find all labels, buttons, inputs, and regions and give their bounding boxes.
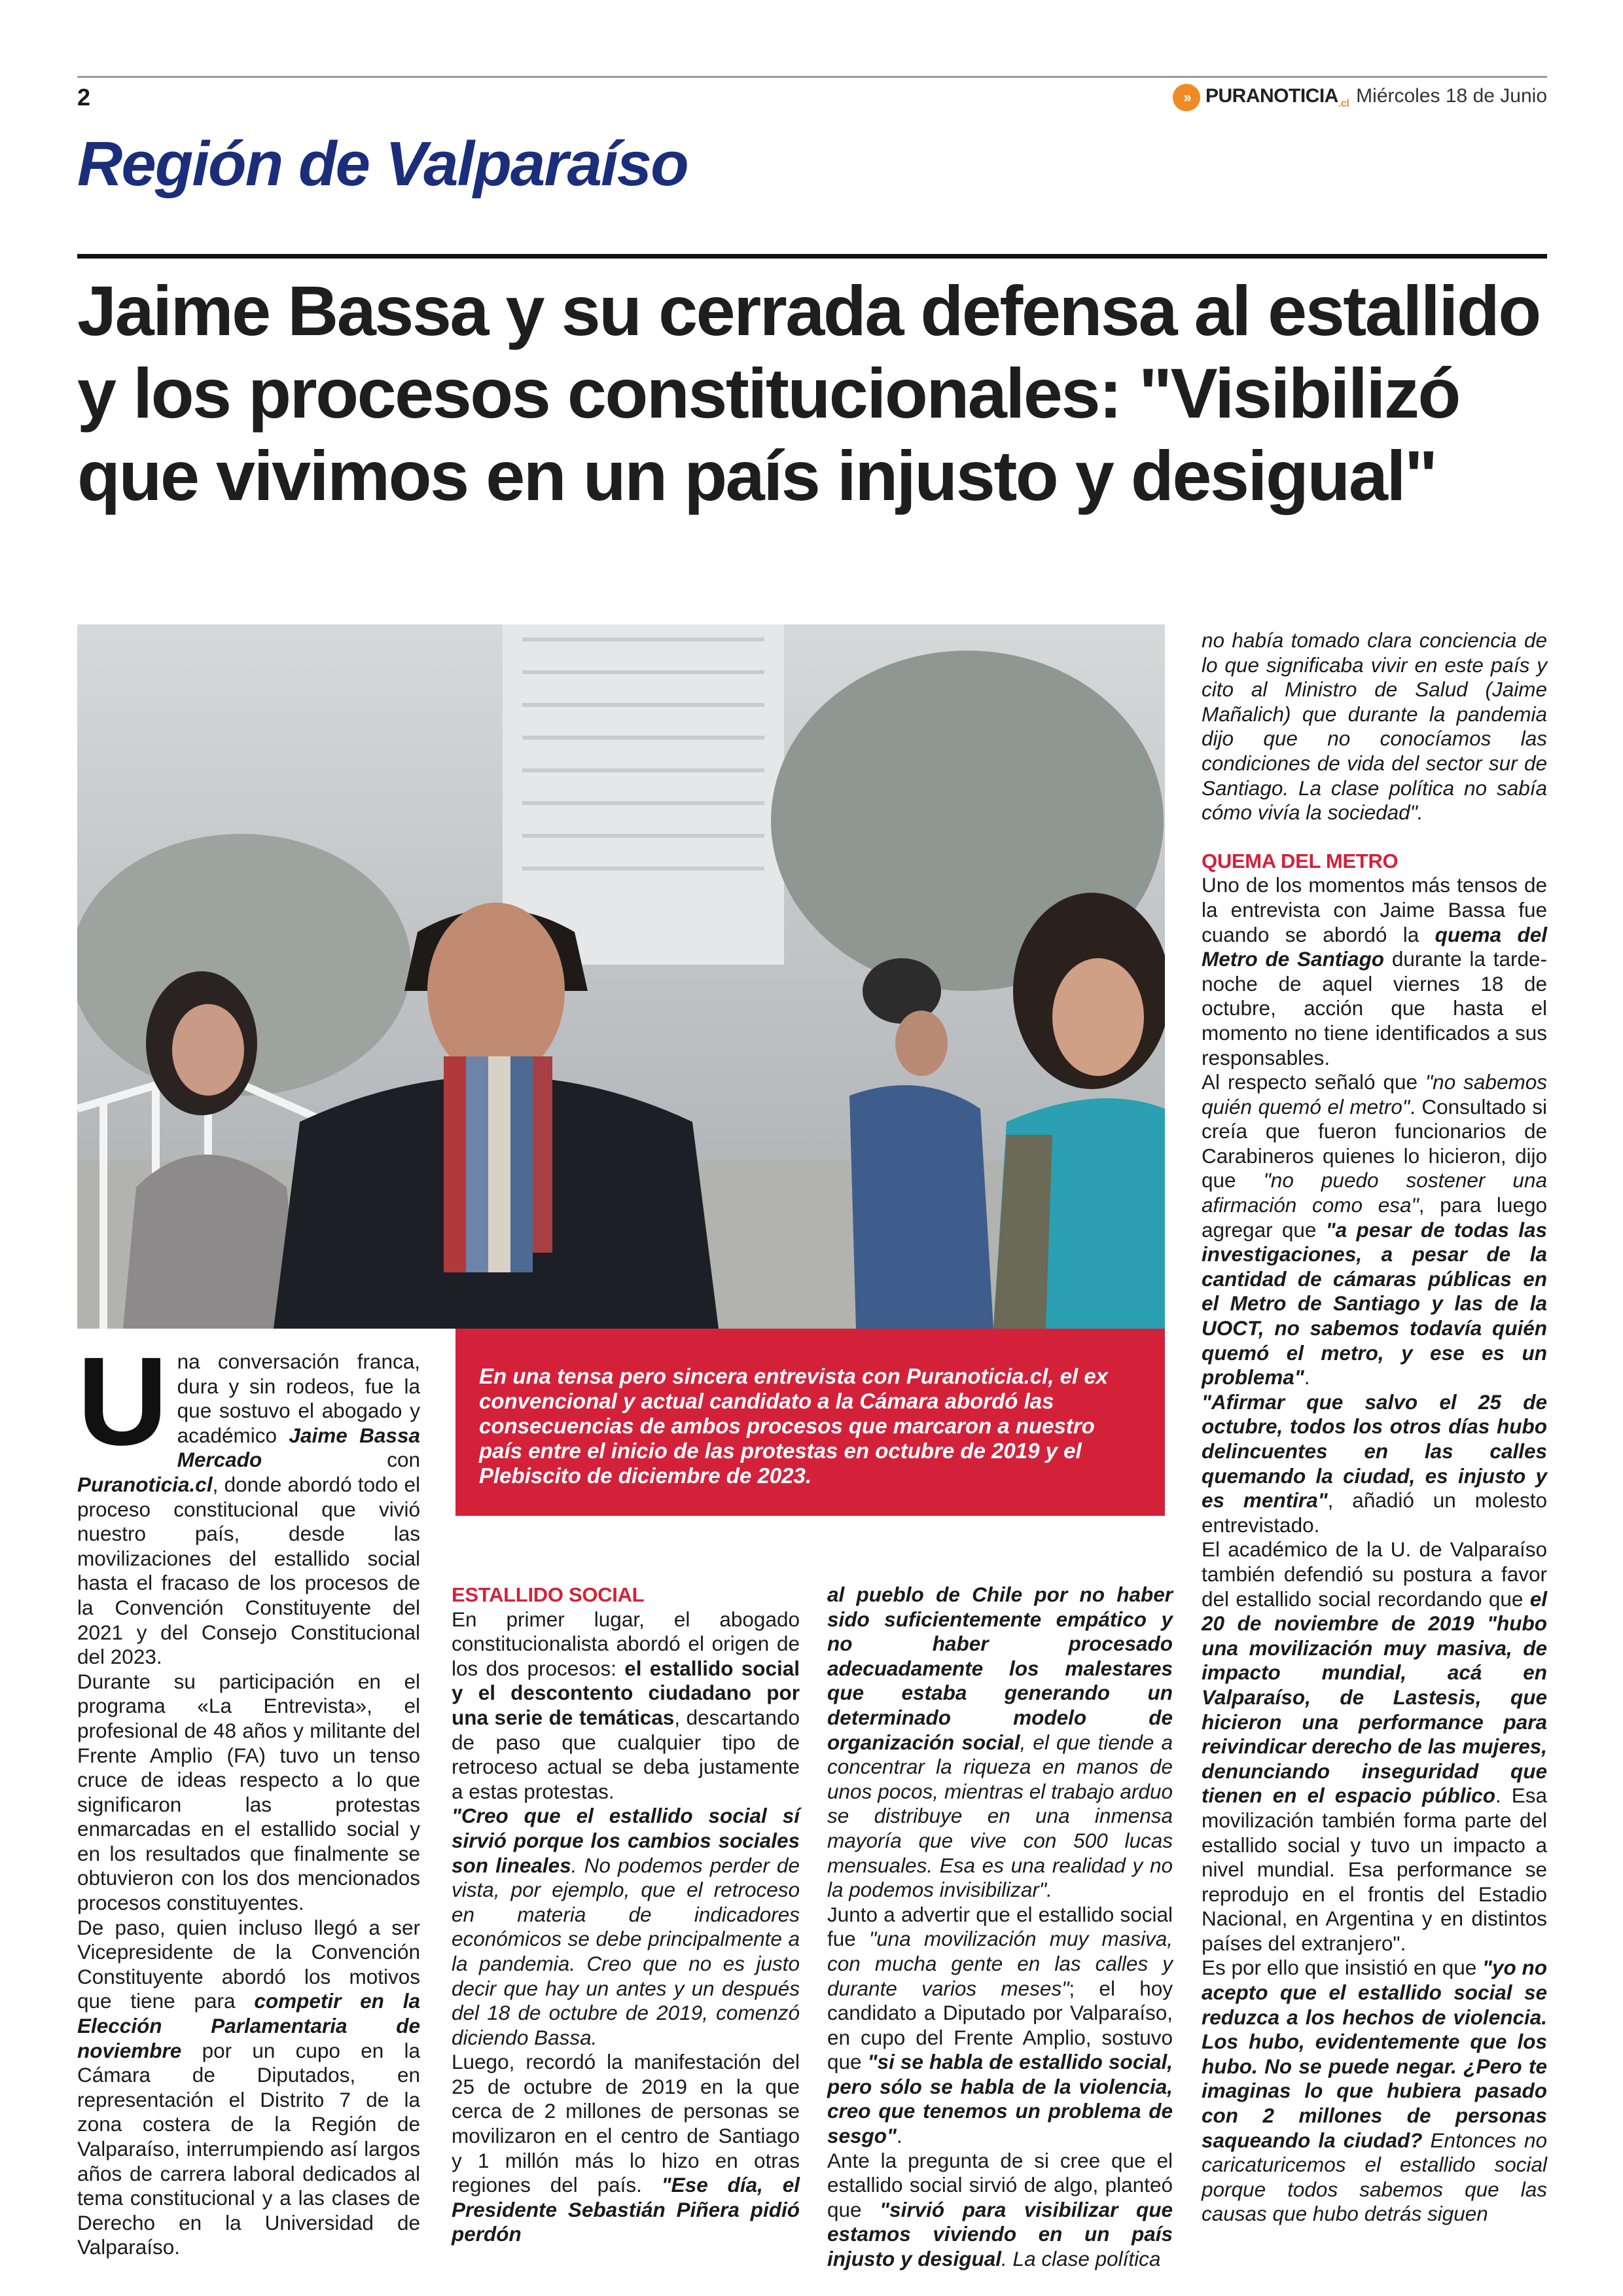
article-column-2 [452,1583,800,2247]
photo-caption-box [455,1329,1165,1516]
article-photo [77,624,1165,1329]
article-column-3 [827,1583,1173,2272]
paragraph: Es por ello que insistió en que "yo no acepto que el estallido social se reduzca a los hechos de violencia. Los hubo, evidentemente que los hubo. No se puede negar. ¿Pero te imaginas lo que hubiera pasado con 2 millones de personas saqueando la ciudad? Entonces no caricaturicemos el estallido social porque todos sabemos que las causas que hubo detrás siguen [1202,1956,1547,2226]
paragraph: Ante la pregunta de si cree que el estallido social sirvió de algo, planteó que "sirvió para visibilizar que estamos viviendo en un país injusto y desigual. La clase política [827,2148,1173,2271]
dropcap: U [77,1331,168,1471]
photo-illustration [77,624,1165,1329]
page-number: 2 [77,84,91,111]
photo-caption: En una tensa pero sincera entrevista con Puranoticia.cl, el ex convencional y actual candidato a la Cámara abordó las consecuencias de ambos procesos que marcaron a nuestro país entre el inicio de las protestas en octubre de 2019 y el Plebiscito de diciembre de 2023. [479,1364,1109,1488]
article-column-1 [77,1331,420,2260]
brand-name: $PURANOTICIA_{.cl}$ [1205,85,1349,109]
paragraph: Junto a advertir que el estallido social fue "una movilización muy masiva, con mucha gente en las calles y durante varios meses"; el hoy candidato a Diputado por Valparaíso, en cupo del Frente Amplio, sostuvo que "si se habla de estallido social, pero sólo se habla de la violencia, creo que tenemos un problema de sesgo". [827,1902,1173,2148]
section-title: Región de Valparaíso [77,129,688,199]
paragraph: al pueblo de Chile por no haber sido suficientemente empático y no haber procesado adecuadamente los malestares que estaba generando un determinado modelo de organización social, el que tiende a concentrar la riqueza en manos de unos pocos, mientras el trabajo arduo se distribuye en una inmensa mayoría que vive con 500 lucas mensuales. Esa es una realidad y no la podemos invisibilizar". [827,1583,1173,1902]
paragraph: "Creo que el estallido social sí sirvió porque los cambios sociales son lineales. No podemos perder de vista, por ejemplo, que el retroceso en materia de indicadores económicos se debe principalmente a la pandemia. Creo que no es justo decir que hay un antes y un después del 18 de octubre de 2019, comenzó diciendo Bassa. [452,1804,800,2049]
brand-logo[interactable] [1173,84,1349,111]
headline-rule [77,254,1547,259]
paragraph: Uno de los momentos más tensos de la entrevista con Jaime Bassa fue cuando se abordó la quema del Metro de Santiago durante la tarde-noche de aquel viernes 18 de octubre, acción que hasta el momento no tiene identificados a sus responsables. [1202,873,1547,1069]
paragraph: no había tomado clara conciencia de lo que significaba vivir en este país y cito al Ministro de Salud (Jaime Mañalich) que durante la pandemia dijo que no conocíamos las condiciones de vida del sector sur de Santiago. La clase política no sabía cómo vivía la sociedad". [1202,628,1547,825]
subhead-quema-metro: QUEMA DEL METRO [1202,849,1399,872]
spacer [1202,825,1547,849]
paragraph: El académico de la U. de Valparaíso también defendió su postura a favor del estallido social recordando que el 20 de noviembre de 2019 "hubo una movilización muy masiva, de impacto mundial, acá en Valparaíso, de Lastesis, que hicieron una performance para reivindicar derecho de las mujeres, denunciando inseguridad que tienen en el espacio público. Esa movilización también forma parte del estallido social y tuvo un impacto a nivel mundial. Esa performance se reprodujo en el frontis del Estadio Nacional, en Argentina y en distintos países del extranjero". [1202,1537,1547,1955]
article-column-4 [1202,628,1547,2227]
paragraph: De paso, quien incluso llegó a ser Vicepresidente de la Convención Constituyente abordó los motivos que tiene para competir en la Elección Parlamentaria de noviembre por un cupo en la Cámara de Diputados, en representación el Distrito 7 de la zona costera de la Región de Valparaíso, interrumpiendo así largos años de carrera laboral dedicados al tema constitucional y a las clases de Derecho en la Universidad de Valparaíso. [77,1915,420,2259]
paragraph: En primer lugar, el abogado constitucionalista abordó el origen de los dos procesos: el estallido social y el descontento ciudadano por una serie de temáticas, descartando de paso que cualquier tipo de retroceso actual se deba justamente a estas protestas. [452,1607,800,1803]
paragraph: Al respecto señaló que "no sabemos quién quemó el metro". Consultado si creía que fueron funcionarios de Carabineros quienes lo hicieron, dijo que "no puedo sostener una afirmación como esa", para luego agregar que "a pesar de todas las investigaciones, a pesar de la cantidad de cámaras públicas en el Metro de Santiago y las de la UOCT, no sabemos todavía quién quemó el metro, y ese es un problema". [1202,1070,1547,1390]
subhead-estallido: ESTALLIDO SOCIAL [452,1583,645,1606]
header-rule [77,76,1547,78]
paragraph: Durante su participación en el programa «La Entrevista», el profesional de 48 años y militante del Frente Amplio (FA) tuvo un tenso cruce de ideas respecto a lo que significaron las protestas enmarcadas en el estallido social y en los resultados que finalmente se obtuvieron con los dos mencionados procesos constituyentes. [77,1669,420,1915]
issue-date: Miércoles 18 de Junio [1356,85,1547,107]
paragraph: Luego, recordó la manifestación del 25 de octubre de 2019 en la que cerca de 2 millones de personas se movilizaron en el centro de Santiago y 1 millón más lo hizo en otras regiones del país. "Ese día, el Presidente Sebastián Piñera pidió perdón [452,2050,800,2246]
paragraph-intro: Una conversación franca, dura y sin rodeos, fue la que sostuvo el abogado y académico Jaime Bassa Mercado con Puranoticia.cl, donde abordó todo el proceso constitucional que vivió nuestro país, desde las movilizaciones del estallido social hasta el fracaso de los procesos de la Convención Constituyente del 2021 y del Consejo Constitucional del 2023. [77,1331,420,1669]
brand-arrows-icon: » [1173,84,1200,111]
paragraph: "Afirmar que salvo el 25 de octubre, todos los otros días hubo delincuentes en las calles quemando la ciudad, es injusto y es mentira", añadió un molesto entrevistado. [1202,1390,1547,1537]
headline: Jaime Bassa y su cerrada defensa al estallido y los procesos constitucionales: "Visibilizó que vivimos en un país injusto y desigual" [77,271,1540,515]
